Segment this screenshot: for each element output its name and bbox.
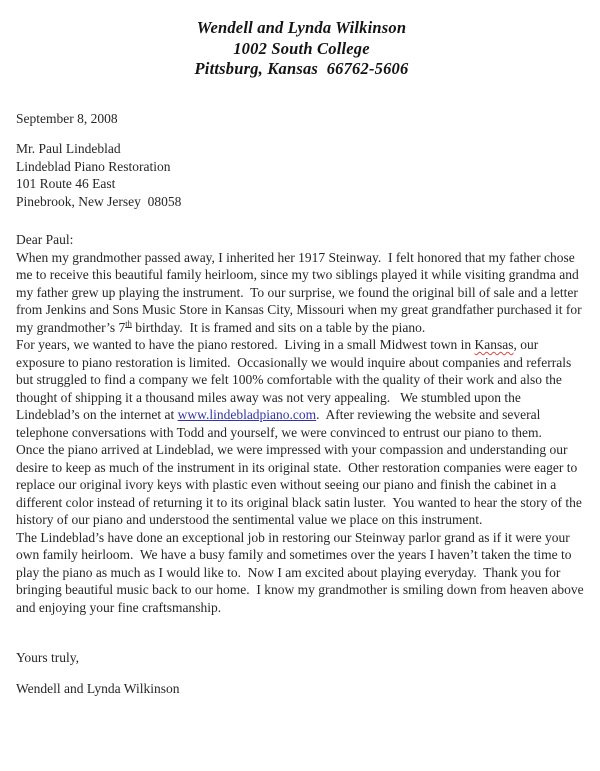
spellcheck-flagged-word: Kansas xyxy=(474,337,514,352)
salutation: Dear Paul: xyxy=(16,232,74,247)
website-hyperlink[interactable]: www.lindebladpiano.com xyxy=(177,407,317,422)
paragraph-2-text: For years, we wanted to have the piano restored. Living in a small Midwest town in xyxy=(16,337,475,352)
body-paragraph-1 xyxy=(16,249,587,337)
signature-name: Wendell and Lynda Wilkinson xyxy=(16,680,180,696)
recipient-street: 101 Route 46 East xyxy=(16,176,116,191)
recipient-company: Lindeblad Piano Restoration xyxy=(16,158,171,174)
letterhead-city-line: Pittsburg, Kansas 66762-5606 xyxy=(194,59,409,78)
body-paragraph-3: Once the piano arrived at Lindeblad, we were impressed with your compassion and understanding our desire to keep as much of the instrument in its original state. Other restoration companies were eager to replace our original ivory keys with plastic even without seeing our piano and finish the cabinet in a different color instead of returning it to its original black satin luster. You wanted to hear the story of the history of our piano and understood the sentimental value we place on this instrument. xyxy=(16,442,586,527)
date-line: September 8, 2008 xyxy=(16,110,118,126)
letterhead-street: 1002 South College xyxy=(233,38,370,58)
closing-valediction: Yours truly, xyxy=(16,650,80,665)
letterhead-name: Wendell and Lynda Wilkinson xyxy=(196,18,407,37)
body-paragraph-4: The Lindeblad’s have done an exceptional job in restoring our Steinway parlor grand as if it were your own family heirloom. We have a busy family and sometimes over the years I haven’t taken the time to play the piano as much as I would like to. Now I am excited about playing everyday. Thank you for bringing beautiful music back to our home. I know my grandmother is smiling down from heaven above and enjoying your fine craftsmanship. xyxy=(16,529,588,615)
recipient-name: Mr. Paul Lindeblad xyxy=(16,141,121,156)
paragraph-2-text-end: . After reviewing the website and several telephone conversations with Todd and yourself, we were convinced to entrust our piano to them. xyxy=(16,407,544,440)
letterhead xyxy=(16,18,587,80)
paragraph-1-text: When my grandmother passed away, I inherited her 1917 Steinway. I felt honored that my father chose me to receive this beautiful family heirloom, since my two siblings played it while visiting grandma and my father grew up playing the instrument. To our surprise, we found the original bill of sale and a letter from Jenkins and Sons Music Store in Kansas City, Missouri when my great grandfather purchased it for my grandmother’s 7 xyxy=(16,249,586,335)
body-paragraph-2 xyxy=(16,336,587,441)
paragraph-2-text-mid: , our exposure to piano restoration is limited. Occasionally we would inquire about companies and referrals but struggled to find a company we felt 100% comfortable with the quality of their work and also the thought of shipping it a thousand miles away was not very appealing. We stumbled upon the Lindeblad’s on the internet at xyxy=(16,337,575,422)
recipient-address-block xyxy=(16,140,587,210)
ordinal-suffix: th xyxy=(125,318,132,328)
recipient-city-line: Pinebrook, New Jersey 08058 xyxy=(16,193,182,209)
paragraph-1-text-end: birthday. It is framed and sits on a table by the piano. xyxy=(131,319,426,335)
